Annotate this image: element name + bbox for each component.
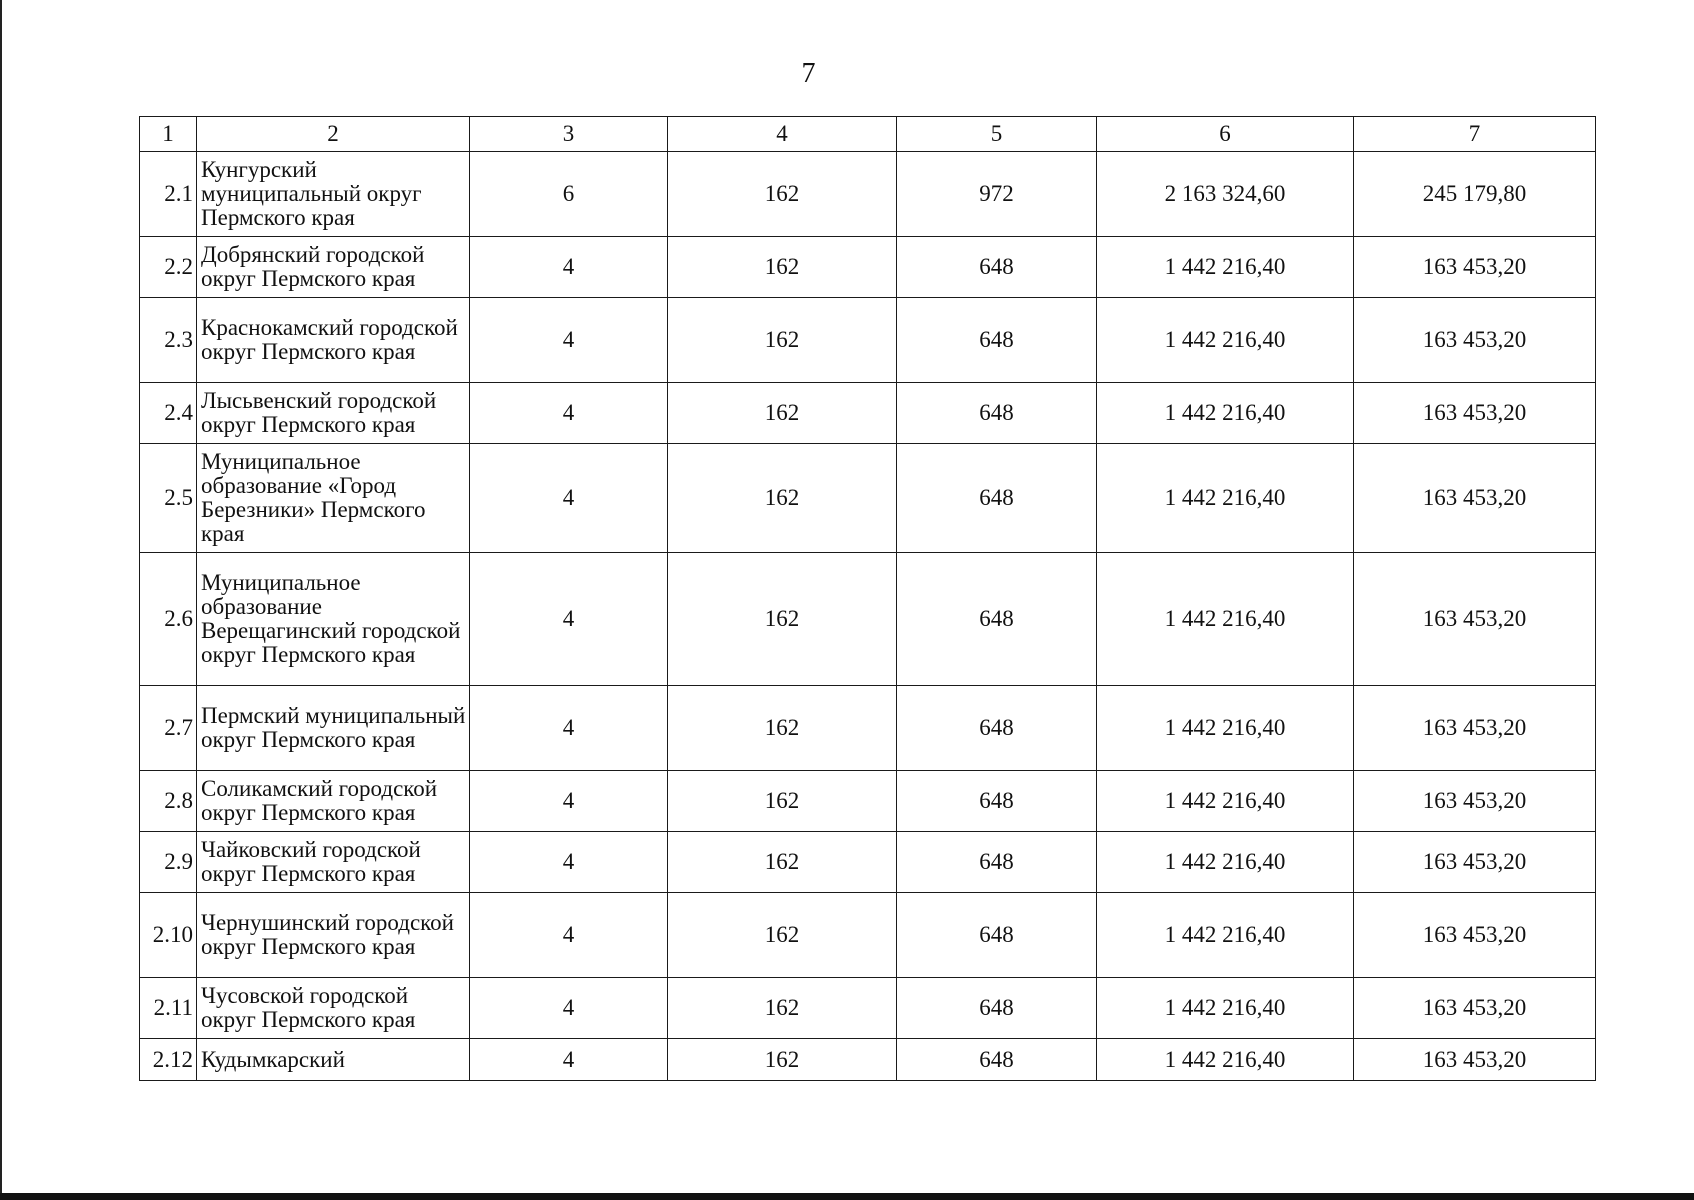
row-number: 2.8 [140, 771, 197, 832]
cell-col3: 4 [470, 237, 668, 298]
header-row [140, 117, 1596, 152]
cell-col6: 1 442 216,40 [1097, 832, 1354, 893]
cell-col4: 162 [668, 978, 897, 1039]
cell-col6: 1 442 216,40 [1097, 686, 1354, 771]
cell-col5: 648 [897, 383, 1097, 444]
municipality-name: Краснокамский городской округ Пермского края [197, 298, 470, 383]
cell-col4: 162 [668, 686, 897, 771]
table-row [140, 893, 1596, 978]
table-row [140, 383, 1596, 444]
cell-col3: 4 [470, 298, 668, 383]
cell-col3: 4 [470, 553, 668, 686]
row-number: 2.6 [140, 553, 197, 686]
cell-col3: 6 [470, 152, 668, 237]
row-number: 2.7 [140, 686, 197, 771]
table-row [140, 237, 1596, 298]
cell-col3: 4 [470, 686, 668, 771]
cell-col4: 162 [668, 383, 897, 444]
cell-col5: 648 [897, 771, 1097, 832]
cell-col6: 1 442 216,40 [1097, 771, 1354, 832]
municipality-name: Муниципальное образование «Город Березники» Пермского края [197, 444, 470, 553]
cell-col4: 162 [668, 444, 897, 553]
cell-col5: 648 [897, 298, 1097, 383]
table-row [140, 444, 1596, 553]
row-number: 2.5 [140, 444, 197, 553]
scan-edge-left [0, 0, 2, 1200]
cell-col3: 4 [470, 1039, 668, 1081]
cell-col7: 163 453,20 [1354, 832, 1596, 893]
cell-col3: 4 [470, 893, 668, 978]
table-row [140, 686, 1596, 771]
cell-col7: 163 453,20 [1354, 686, 1596, 771]
municipality-name: Чусовской городской округ Пермского края [197, 978, 470, 1039]
cell-col6: 1 442 216,40 [1097, 383, 1354, 444]
municipality-name: Чернушинский городской округ Пермского края [197, 893, 470, 978]
cell-col7: 163 453,20 [1354, 553, 1596, 686]
row-number: 2.11 [140, 978, 197, 1039]
header-cell: 7 [1354, 117, 1596, 152]
municipality-name: Кудымкарский [197, 1039, 470, 1081]
cell-col3: 4 [470, 832, 668, 893]
table-row [140, 553, 1596, 686]
municipality-name: Лысьвенский городской округ Пермского края [197, 383, 470, 444]
row-number: 2.10 [140, 893, 197, 978]
cell-col5: 648 [897, 237, 1097, 298]
header-cell: 1 [140, 117, 197, 152]
table-row [140, 832, 1596, 893]
cell-col5: 648 [897, 1039, 1097, 1081]
cell-col6: 1 442 216,40 [1097, 237, 1354, 298]
cell-col7: 163 453,20 [1354, 444, 1596, 553]
row-number: 2.9 [140, 832, 197, 893]
cell-col4: 162 [668, 771, 897, 832]
table-row [140, 152, 1596, 237]
municipality-name: Муниципальное образование Верещагинский городской округ Пермского края [197, 553, 470, 686]
cell-col5: 648 [897, 893, 1097, 978]
cell-col7: 163 453,20 [1354, 771, 1596, 832]
municipality-name: Чайковский городской округ Пермского края [197, 832, 470, 893]
municipality-name: Соликамский городской округ Пермского края [197, 771, 470, 832]
header-cell: 4 [668, 117, 897, 152]
cell-col4: 162 [668, 152, 897, 237]
cell-col6: 1 442 216,40 [1097, 1039, 1354, 1081]
cell-col6: 1 442 216,40 [1097, 298, 1354, 383]
cell-col4: 162 [668, 893, 897, 978]
header-cell: 6 [1097, 117, 1354, 152]
cell-col4: 162 [668, 553, 897, 686]
row-number: 2.12 [140, 1039, 197, 1081]
cell-col3: 4 [470, 978, 668, 1039]
scan-edge-bottom [0, 1193, 1694, 1200]
header-cell: 2 [197, 117, 470, 152]
row-number: 2.2 [140, 237, 197, 298]
cell-col7: 245 179,80 [1354, 152, 1596, 237]
cell-col6: 1 442 216,40 [1097, 978, 1354, 1039]
cell-col3: 4 [470, 383, 668, 444]
municipality-name: Кунгурский муниципальный округ Пермского края [197, 152, 470, 237]
row-number: 2.3 [140, 298, 197, 383]
table-row [140, 298, 1596, 383]
data-table [139, 116, 1596, 1081]
table-row [140, 1039, 1596, 1081]
cell-col5: 648 [897, 444, 1097, 553]
table-row [140, 771, 1596, 832]
cell-col7: 163 453,20 [1354, 383, 1596, 444]
cell-col6: 1 442 216,40 [1097, 444, 1354, 553]
header-cell: 5 [897, 117, 1097, 152]
municipality-name: Добрянский городской округ Пермского края [197, 237, 470, 298]
cell-col5: 972 [897, 152, 1097, 237]
cell-col4: 162 [668, 1039, 897, 1081]
cell-col7: 163 453,20 [1354, 237, 1596, 298]
row-number: 2.1 [140, 152, 197, 237]
cell-col6: 2 163 324,60 [1097, 152, 1354, 237]
cell-col4: 162 [668, 832, 897, 893]
row-number: 2.4 [140, 383, 197, 444]
cell-col5: 648 [897, 978, 1097, 1039]
municipality-name: Пермский муниципальный округ Пермского края [197, 686, 470, 771]
cell-col5: 648 [897, 686, 1097, 771]
cell-col5: 648 [897, 553, 1097, 686]
cell-col7: 163 453,20 [1354, 298, 1596, 383]
page-number: 7 [801, 58, 816, 89]
cell-col6: 1 442 216,40 [1097, 553, 1354, 686]
cell-col6: 1 442 216,40 [1097, 893, 1354, 978]
cell-col3: 4 [470, 444, 668, 553]
cell-col4: 162 [668, 237, 897, 298]
table-row [140, 978, 1596, 1039]
header-cell: 3 [470, 117, 668, 152]
cell-col3: 4 [470, 771, 668, 832]
cell-col7: 163 453,20 [1354, 978, 1596, 1039]
cell-col5: 648 [897, 832, 1097, 893]
cell-col7: 163 453,20 [1354, 893, 1596, 978]
cell-col4: 162 [668, 298, 897, 383]
cell-col7: 163 453,20 [1354, 1039, 1596, 1081]
